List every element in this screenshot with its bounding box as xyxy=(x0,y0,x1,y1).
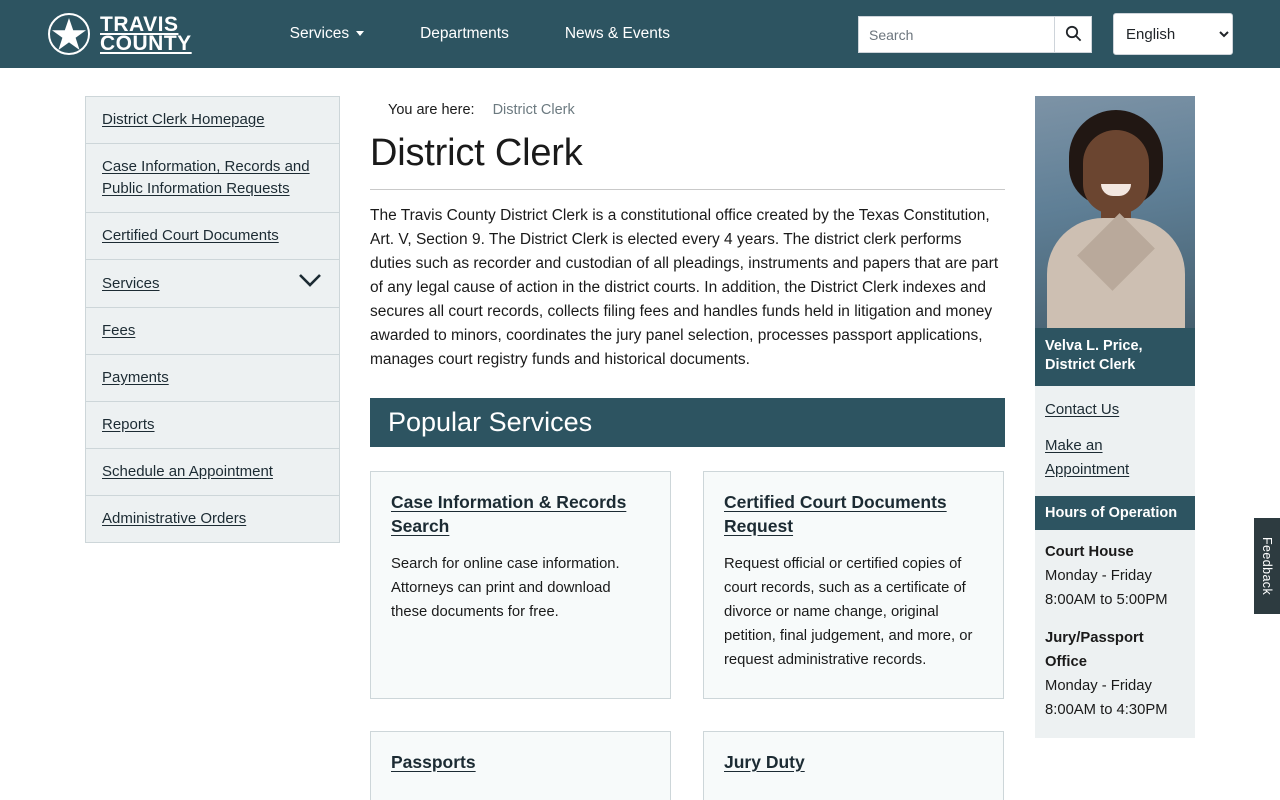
card-title-link-2[interactable]: Passports xyxy=(391,752,476,772)
breadcrumb-label: You are here: xyxy=(388,102,475,118)
hours-jury-passport-times: 8:00AM to 4:30PM xyxy=(1045,702,1168,718)
card-body-0: Search for online case information. Attorneys can print and download these documents for free. xyxy=(391,556,620,620)
sidebar-link-4[interactable]: Fees xyxy=(102,322,136,339)
card-case-information-records-search[interactable] xyxy=(370,471,671,699)
sidebar-item-fees[interactable] xyxy=(86,308,339,355)
card-certified-court-documents-request[interactable] xyxy=(703,471,1004,699)
sidebar-link-8[interactable]: Administrative Orders xyxy=(102,510,247,527)
nav-item-services-label: Services xyxy=(289,25,350,42)
logo-line-1: TRAVIS xyxy=(100,13,179,36)
chevron-down-icon[interactable] xyxy=(297,272,323,295)
chevron-down-icon xyxy=(356,31,364,36)
travis-county-logo[interactable] xyxy=(48,13,192,55)
district-clerk-portrait xyxy=(1035,96,1195,328)
search-input[interactable] xyxy=(858,16,1054,53)
feedback-tab-label: Feedback xyxy=(1260,536,1274,596)
sidebar-item-certified-court-documents[interactable] xyxy=(86,213,339,260)
card-title-link-1[interactable]: Certified Court Documents Request xyxy=(724,492,947,536)
card-jury-duty[interactable] xyxy=(703,731,1004,800)
nav-item-news-events-label: News & Events xyxy=(564,25,670,42)
hours-of-operation-heading: Hours of Operation xyxy=(1035,496,1195,530)
sidebar-link-5[interactable]: Payments xyxy=(102,369,169,386)
card-passports[interactable] xyxy=(370,731,671,800)
rail-links xyxy=(1035,386,1195,496)
nav-item-departments[interactable] xyxy=(392,15,537,53)
language-select[interactable] xyxy=(1113,13,1233,55)
sidebar-link-7[interactable]: Schedule an Appointment xyxy=(102,463,273,480)
intro-paragraph: The Travis County District Clerk is a constitutional office created by the Texas Constitution, Art. V, Section 9. The District Clerk is elected every 4 years. The district clerk performs duties such as recorder and custodian of all pleadings, instruments and papers that are part of any legal cause of action in the district courts. In addition, the District Clerk indexes and secures all court records, collects filing fees and handles funds held in litigation and money awarded to minors, coordinates the jury panel selection, processes passport applications, manages court registry funds and historical documents. xyxy=(370,207,999,368)
sidebar-link-6[interactable]: Reports xyxy=(102,416,155,433)
site-header xyxy=(0,0,1280,68)
sidebar-item-administrative-orders[interactable] xyxy=(86,496,339,542)
search-icon xyxy=(1065,25,1082,45)
sidebar-item-payments[interactable] xyxy=(86,355,339,402)
contact-us-link[interactable]: Contact Us xyxy=(1045,401,1120,418)
sidebar-item-services[interactable] xyxy=(86,260,339,308)
card-title-link-0[interactable]: Case Information & Records Search xyxy=(391,492,627,536)
logo-line-2: COUNTY xyxy=(100,32,192,55)
card-body-1: Request official or certified copies of court records, such as a certificate of divorce or name change, original petition, final judgement, and more, or request administrative records. xyxy=(724,556,973,668)
search-button[interactable] xyxy=(1054,16,1092,53)
popular-services-heading: Popular Services xyxy=(370,398,1005,447)
sidebar-item-district-clerk-homepage[interactable] xyxy=(86,97,339,144)
page-title: District Clerk xyxy=(370,132,1005,190)
sidebar-link-2[interactable]: Certified Court Documents xyxy=(102,227,279,244)
texas-star-icon xyxy=(48,13,90,55)
right-rail xyxy=(1035,96,1195,738)
main-content xyxy=(370,68,1005,800)
breadcrumb xyxy=(370,102,1005,118)
hours-label-jury-passport-office: Jury/Passport Office xyxy=(1045,630,1144,670)
sidebar-item-schedule-an-appointment[interactable] xyxy=(86,449,339,496)
district-clerk-name-line2: District Clerk xyxy=(1045,357,1136,373)
sidebar-link-3[interactable]: Services xyxy=(102,274,160,292)
nav-item-services[interactable] xyxy=(262,15,392,53)
sidebar-item-reports[interactable] xyxy=(86,402,339,449)
hours-court-house-days: Monday - Friday xyxy=(1045,568,1152,584)
card-title-link-3[interactable]: Jury Duty xyxy=(724,752,805,772)
sidebar-link-0[interactable]: District Clerk Homepage xyxy=(102,111,265,128)
hours-label-court-house: Court House xyxy=(1045,544,1134,560)
district-clerk-name xyxy=(1035,328,1195,386)
breadcrumb-current: District Clerk xyxy=(492,102,575,118)
make-an-appointment-link[interactable]: Make an Appointment xyxy=(1045,437,1130,478)
nav-item-departments-label: Departments xyxy=(420,25,509,42)
sidebar xyxy=(85,96,340,543)
search-form xyxy=(858,16,1092,53)
sidebar-item-case-information[interactable] xyxy=(86,144,339,213)
hours-court-house-times: 8:00AM to 5:00PM xyxy=(1045,592,1168,608)
hours-of-operation-list xyxy=(1035,530,1195,738)
district-clerk-name-line1: Velva L. Price, xyxy=(1045,338,1143,354)
popular-services-cards xyxy=(370,471,1005,800)
page-body xyxy=(0,68,1280,800)
feedback-tab[interactable] xyxy=(1254,518,1280,614)
sidebar-link-1[interactable]: Case Information, Records and Public Information Requests xyxy=(102,158,310,197)
hours-jury-passport-days: Monday - Friday xyxy=(1045,678,1152,694)
main-nav xyxy=(262,15,698,53)
nav-item-news-events[interactable] xyxy=(537,15,698,53)
